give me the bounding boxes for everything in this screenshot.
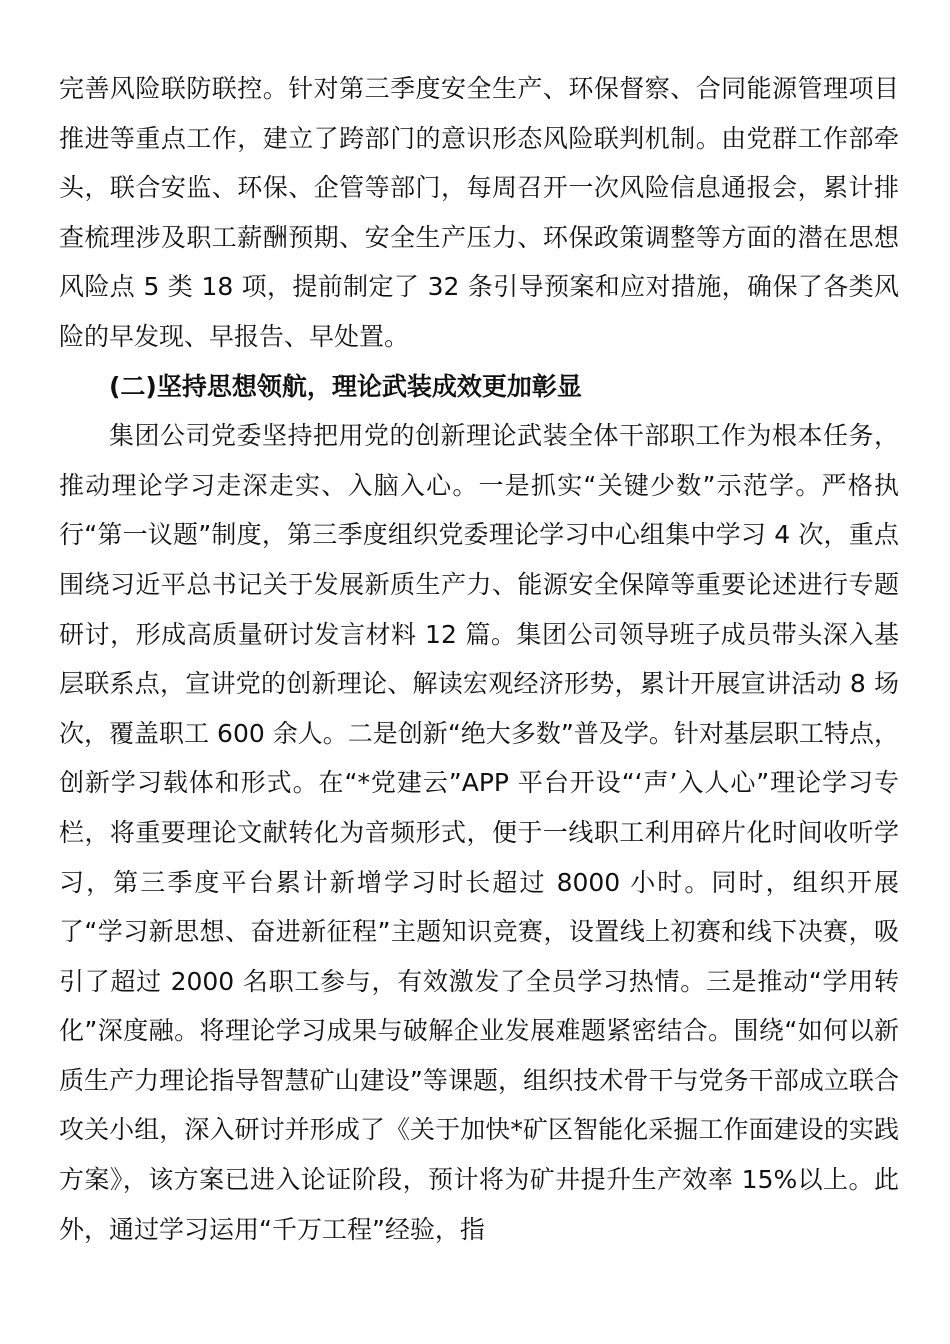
paragraph-theory-study: 集团公司党委坚持把用党的创新理论武装全体干部职工作为根本任务，推动理论学习走深走实、入脑入心。一是抓实“关键少数”示范学。严格执行“第一议题”制度，第三季度组织党委理论学习中心组集中学习 4 次，重点围绕习近平总书记关于发展新质生产力、能源安全保障等重要论述进行专题研讨，形成高质量研讨发言材料 12 篇。集团公司领导班子成员带头深入基层联系点，宣讲党的创新理论、解读宏观经济形势，累计开展宣讲活动 8 场次，覆盖职工 600 余人。二是创新“绝大多数”普及学。针对基层职工特点，创新学习载体和形式。在“*党建云”APP 平台开设“‘声’入人心”理论学习专栏，将重要理论文献转化为音频形式，便于一线职工利用碎片化时间收听学习，第三季度平台累计新增学习时长超过 8000 小时。同时，组织开展了“学习新思想、奋进新征程”主题知识竞赛，设置线上初赛和线下决赛，吸引了超过 2000 名职工参与，有效激发了全员学习热情。三是推动“学用转化”深度融。将理论学习成果与破解企业发展难题紧密结合。围绕“如何以新质生产力理论指导智慧矿山建设”等课题，组织技术骨干与党务干部成立联合攻关小组，深入研讨并形成了《关于加快*矿区智能化采掘工作面建设的实践方案》，该方案已进入论证阶段，预计将为矿井提升生产效率 15%以上。此外，通过学习运用“千万工程”经验，指 (59, 421, 900, 1244)
paragraph-risk-control: 完善风险联防联控。针对第三季度安全生产、环保督察、合同能源管理项目推进等重点工作，建立了跨部门的意识形态风险联判机制。由党群工作部牵头，联合安监、环保、企管等部门，每周召开一次风险信息通报会，累计排查梳理涉及职工薪酬预期、安全生产压力、环保政策调整等方面的潜在思想风险点 5 类 18 项，提前制定了 32 条引导预案和应对措施，确保了各类风险的早发现、早报告、早处置。 (59, 74, 899, 351)
section-heading-2: (二)坚持思想领航，理论武装成效更加彰显 (109, 371, 582, 401)
document-page (59, 64, 899, 1254)
